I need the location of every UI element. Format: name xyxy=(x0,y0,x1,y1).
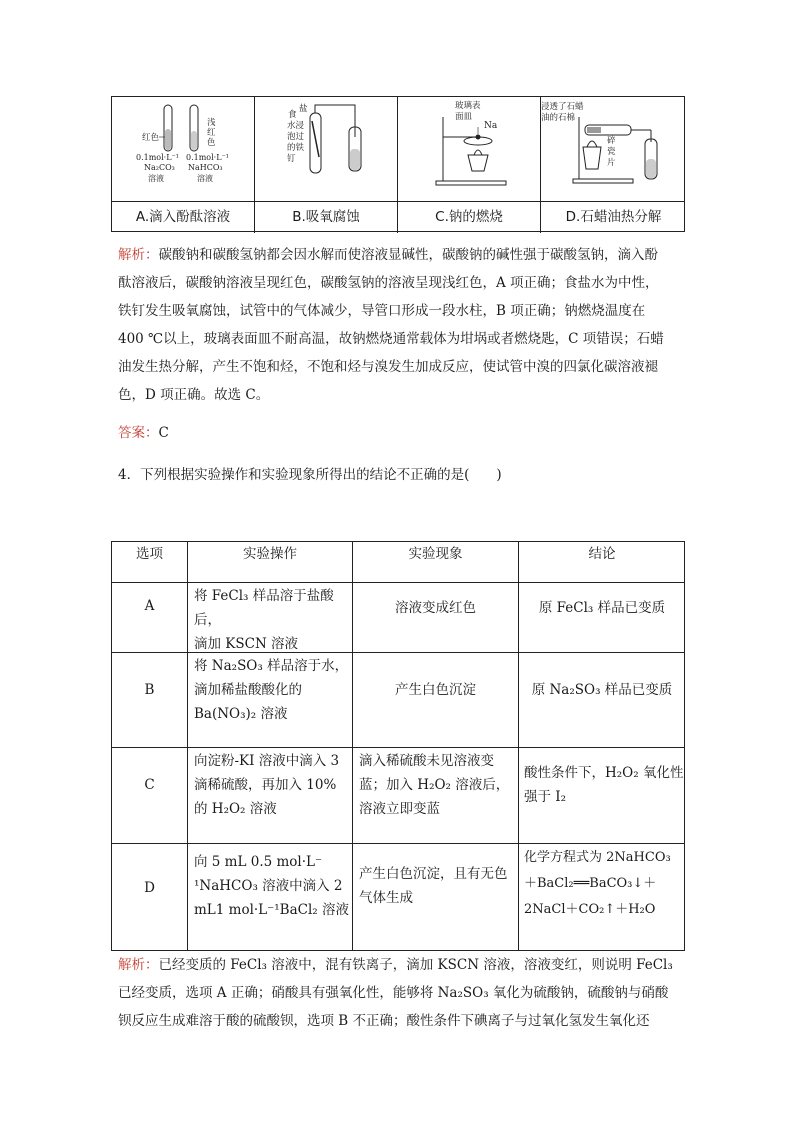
svg-text:食: 食 xyxy=(288,110,297,120)
svg-text:NaHCO₃: NaHCO₃ xyxy=(188,163,223,172)
svg-text:Na₂CO₃: Na₂CO₃ xyxy=(144,163,175,172)
svg-text:的铁: 的铁 xyxy=(287,143,305,153)
test-tubes-illustration xyxy=(112,97,255,201)
figure-b xyxy=(255,97,398,201)
explanation-line: 铁钉发生吸氧腐蚀，试管中的气体减少，导管口形成一段水柱，B 项正确；钠燃烧温度在 xyxy=(118,303,646,319)
svg-text:钉: 钉 xyxy=(287,154,296,164)
svg-text:红: 红 xyxy=(207,128,216,138)
svg-text:油的石棉: 油的石棉 xyxy=(541,113,576,123)
row-a-option: A xyxy=(144,598,155,614)
row-c-conclusion: 酸性条件下，H₂O₂ 氧化性 强于 I₂ xyxy=(524,765,684,805)
header-phenomenon: 实验现象 xyxy=(408,546,463,562)
svg-text:泡过: 泡过 xyxy=(287,132,305,142)
explanation-line: 已经变质，选项 A 正确；硝酸具有强氧化性，能够将 Na₂SO₃ 氧化为硫酸钠，硫酸钠与硝酸 xyxy=(118,985,669,1001)
explanation-1 xyxy=(118,241,682,409)
row-d-option: D xyxy=(144,880,155,896)
svg-text:水浸: 水浸 xyxy=(287,121,305,131)
header-conclusion: 结论 xyxy=(588,546,616,562)
row-b-conclusion: 原 Na₂SO₃ 样品已变质 xyxy=(531,682,673,698)
oxygen-corrosion-illustration xyxy=(255,97,398,201)
answer: 答案：C xyxy=(118,425,169,441)
caption-a: A.滴入酚酞溶液 xyxy=(112,202,255,233)
paraffin-cracking-illustration xyxy=(541,97,686,201)
row-a-operation: 将 FeCl₃ 样品溶于盐酸后， 滴加 KSCN 溶液 xyxy=(194,588,334,652)
explanation-line: 400 ℃以上，玻璃表面皿不耐高温，故钠燃烧通常载体为坩埚或者燃烧匙，C 项错误；石蜡 xyxy=(118,331,664,347)
answer-value: C xyxy=(158,425,169,441)
row-b-operation: 将 Na₂SO₃ 样品溶于水， 滴加稀盐酸酸化的 Ba(NO₃)₂ 溶液 xyxy=(194,658,349,722)
svg-text:碎: 碎 xyxy=(607,136,616,146)
row-b-option: B xyxy=(144,682,155,698)
svg-text:面皿: 面皿 xyxy=(455,112,473,122)
row-d-phenomenon: 产生白色沉淀，且有无色 气体生成 xyxy=(359,866,508,906)
explanation-line: 色，D 项正确。故选 C。 xyxy=(118,387,270,403)
explanation-line: 解析：碳酸钠和碳酸氢钠都会因水解而使溶液显碱性，碳酸钠的碱性强于碳酸氢钠，滴入酚 xyxy=(118,247,658,263)
figure-a xyxy=(112,97,255,201)
figure-c xyxy=(398,97,541,201)
sodium-burning-illustration xyxy=(398,97,541,201)
row-d-operation: 向 5 mL 0.5 mol·L⁻ ¹NaHCO₃ 溶液中滴入 2 mL1 mol·L⁻¹BaCl₂ 溶液 xyxy=(194,854,350,918)
experiment-table xyxy=(111,541,685,951)
explanation-2 xyxy=(118,951,682,1035)
answer-label: 答案 xyxy=(118,425,145,441)
svg-text:玻璃表: 玻璃表 xyxy=(455,101,481,111)
row-a-conclusion: 原 FeCl₃ 样品已变质 xyxy=(538,600,666,616)
svg-text:浅: 浅 xyxy=(207,118,216,128)
explanation-line: 油发生热分解，产生不饱和烃，不饱和烃与溴发生加成反应，使试管中溴的四氯化碳溶液褪 xyxy=(118,359,658,375)
svg-text:0.1mol·L⁻¹: 0.1mol·L⁻¹ xyxy=(136,153,179,162)
svg-text:盐: 盐 xyxy=(299,104,308,114)
explanation-line: 解析：已经变质的 FeCl₃ 溶液中，混有铁离子，滴加 KSCN 溶液，溶液变红，则说明 FeCl₃ xyxy=(118,957,673,973)
row-c-operation: 向淀粉-KI 溶液中滴入 3 滴稀硫酸，再加入 10% 的 H₂O₂ 溶液 xyxy=(194,753,340,817)
row-b-phenomenon: 产生白色沉淀 xyxy=(395,682,476,698)
row-d-conclusion: 化学方程式为 2NaHCO₃ ＋BaCl₂══BaCO₃↓＋ 2NaCl＋CO₂↑＋H₂O xyxy=(524,850,671,917)
explanation-label: 解析 xyxy=(118,957,145,973)
figure-caption-row xyxy=(112,201,684,233)
svg-text:瓷: 瓷 xyxy=(607,147,616,157)
svg-text:红色: 红色 xyxy=(142,133,160,143)
svg-text:片: 片 xyxy=(607,158,616,168)
svg-text:Na: Na xyxy=(484,121,498,131)
row-c-option: C xyxy=(144,777,155,793)
row-c-phenomenon: 滴入稀硫酸未见溶液变 蓝；加入 H₂O₂ 溶液后， 溶液立即变蓝 xyxy=(359,753,510,817)
header-option: 选项 xyxy=(136,546,163,562)
header-operation: 实验操作 xyxy=(243,546,297,562)
row-a-phenomenon: 溶液变成红色 xyxy=(395,600,476,616)
explanation-line: 钡反应生成难溶于酸的硫酸钡，选项 B 不正确；酸性条件下碘离子与过氧化氢发生氧化还 xyxy=(118,1013,650,1029)
svg-text:色: 色 xyxy=(207,138,216,148)
svg-text:0.1mol·L⁻¹: 0.1mol·L⁻¹ xyxy=(186,153,229,162)
caption-d: D.石蜡油热分解 xyxy=(565,209,662,225)
figure-d xyxy=(541,97,686,201)
svg-text:溶液: 溶液 xyxy=(148,174,164,183)
svg-text:溶液: 溶液 xyxy=(197,174,213,183)
explanation-label: 解析 xyxy=(118,247,145,263)
svg-text:浸透了石蜡: 浸透了石蜡 xyxy=(541,102,584,112)
question-4: 4．下列根据实验操作和实验现象所得出的结论不正确的是( ) xyxy=(118,467,502,483)
explanation-line: 酞溶液后，碳酸钠溶液呈现红色，碳酸氢钠的溶液呈现浅红色，A 项正确；食盐水为中性， xyxy=(118,275,659,291)
caption-c: C.钠的燃烧 xyxy=(398,202,541,233)
caption-b: B.吸氧腐蚀 xyxy=(255,202,398,233)
figure-table xyxy=(111,96,685,232)
